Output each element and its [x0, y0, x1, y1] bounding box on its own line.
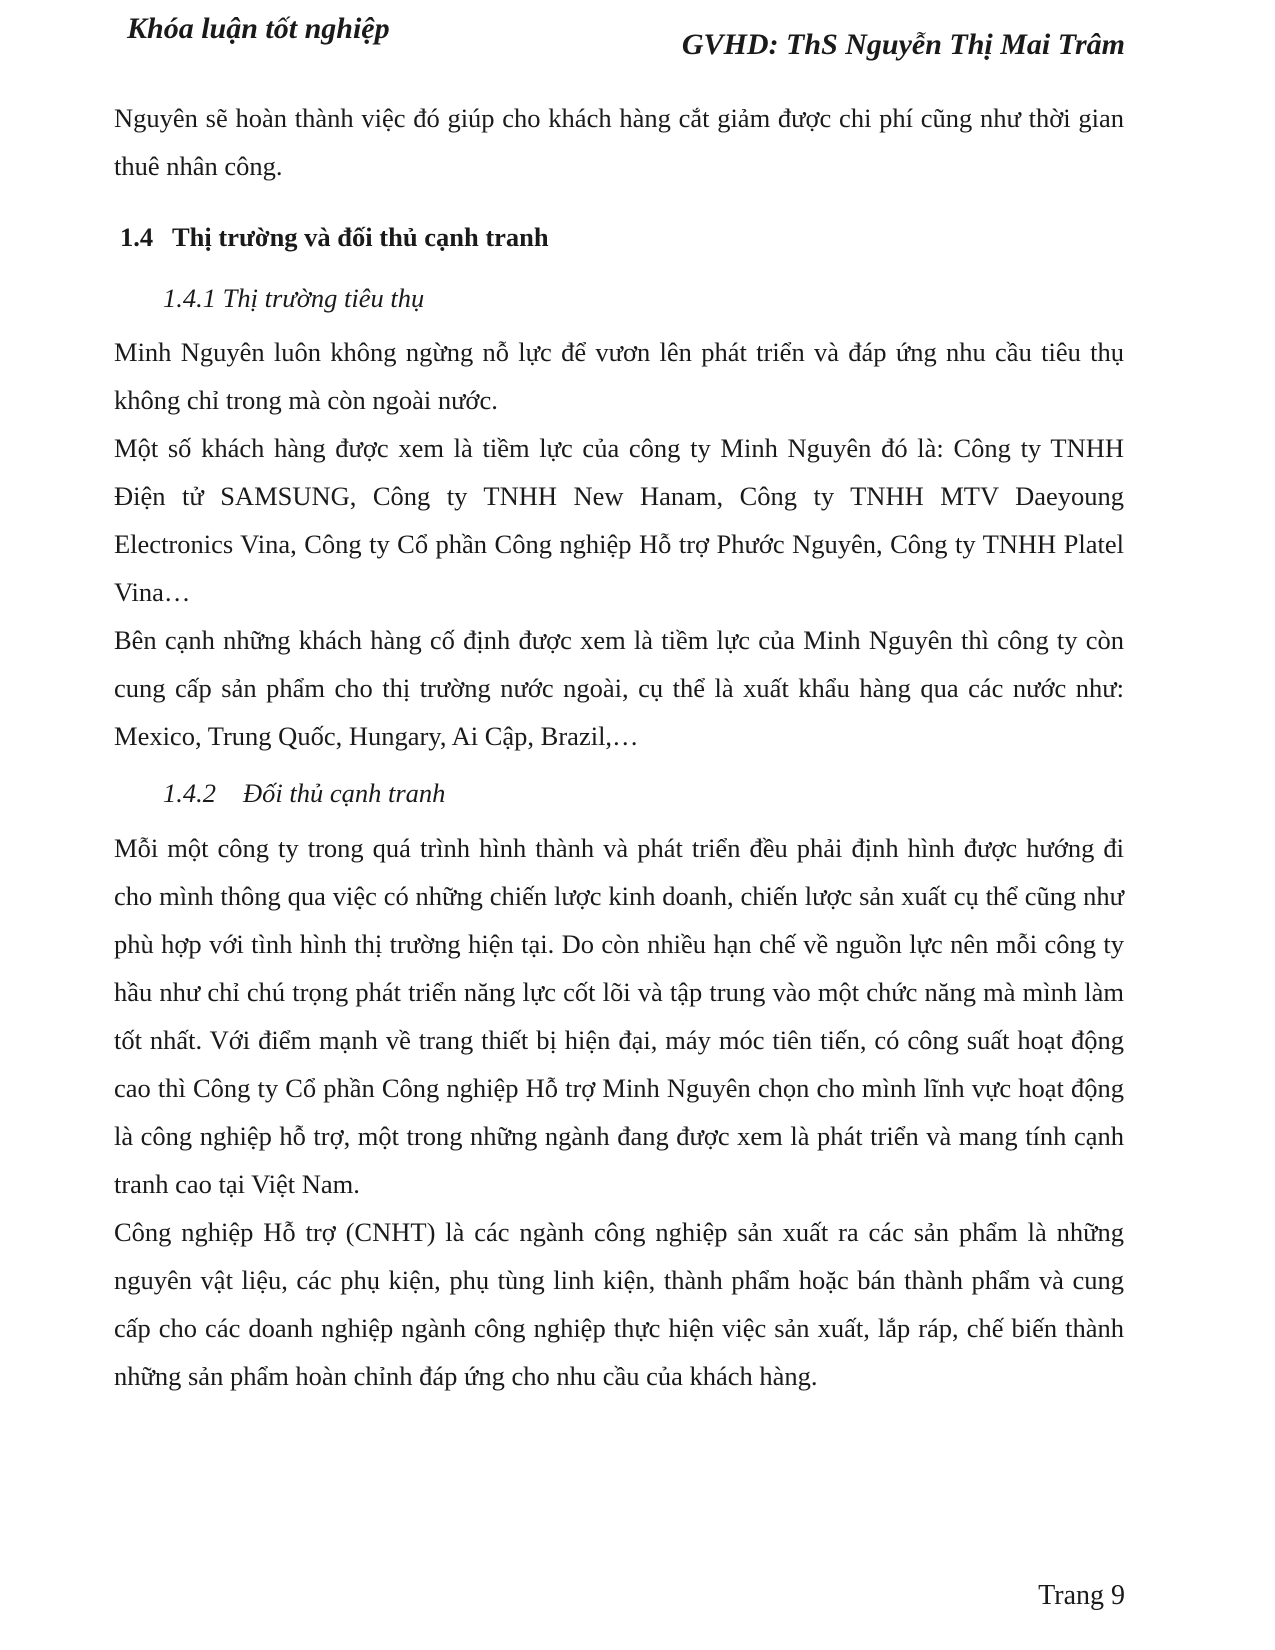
header-thesis-title: Khóa luận tốt nghiệp	[127, 12, 390, 45]
subsection-2-title: Đối thủ cạnh tranh	[243, 778, 446, 808]
subsection-1-title: Thị trường tiêu thụ	[222, 283, 425, 313]
subsection-1-paragraph-3: Bên cạnh những khách hàng cố định được xem là tiềm lực của Minh Nguyên thì công ty còn cung cấp sản phẩm cho thị trường nước ngoài, cụ thể là xuất khẩu hàng qua các nước như: Mexico, Trung Quốc, Hungary, Ai Cập, Brazil,…	[114, 625, 1124, 751]
section-heading	[120, 222, 549, 253]
subsection-2-heading	[163, 778, 445, 809]
section-title: Thị trường và đối thủ cạnh tranh	[172, 222, 549, 252]
subsection-1-paragraph-1: Minh Nguyên luôn không ngừng nỗ lực để vươn lên phát triển và đáp ứng nhu cầu tiêu thụ không chỉ trong mà còn ngoài nước.	[114, 337, 1124, 415]
intro-paragraph: Nguyên sẽ hoàn thành việc đó giúp cho khách hàng cắt giảm được chi phí cũng như thời gian thuê nhân công.	[114, 103, 1124, 181]
subsection-1-number: 1.4.1	[163, 283, 216, 313]
subsection-1-body	[114, 328, 1124, 760]
subsection-2-paragraph-2: Công nghiệp Hỗ trợ (CNHT) là các ngành công nghiệp sản xuất ra các sản phẩm là những nguyên vật liệu, các phụ kiện, phụ tùng linh kiện, thành phẩm hoặc bán thành phẩm và cung cấp cho các doanh nghiệp ngành công nghiệp thực hiện việc sản xuất, lắp ráp, chế biến thành những sản phẩm hoàn chỉnh đáp ứng cho nhu cầu của khách hàng.	[114, 1217, 1124, 1391]
page-number: Trang 9	[1038, 1580, 1125, 1611]
section-number: 1.4	[120, 222, 154, 252]
subsection-2-paragraph-1: Mỗi một công ty trong quá trình hình thành và phát triển đều phải định hình được hướng đi cho mình thông qua việc có những chiến lược kinh doanh, chiến lược sản xuất cụ thể cũng như phù hợp với tình hình thị trường hiện tại. Do còn nhiều hạn chế về nguồn lực nên mỗi công ty hầu như chỉ chú trọng phát triển năng lực cốt lõi và tập trung vào một chức năng mà mình làm tốt nhất. Với điểm mạnh về trang thiết bị hiện đại, máy móc tiên tiến, có công suất hoạt động cao thì Công ty Cổ phần Công nghiệp Hỗ trợ Minh Nguyên chọn cho mình lĩnh vực hoạt động là công nghiệp hỗ trợ, một trong những ngành đang được xem là phát triển và mang tính cạnh tranh cao tại Việt Nam.	[114, 833, 1124, 1199]
intro-paragraph-block	[114, 94, 1124, 190]
subsection-1-paragraph-2: Một số khách hàng được xem là tiềm lực của công ty Minh Nguyên đó là: Công ty TNHH Điện tử SAMSUNG, Công ty TNHH New Hanam, Công ty TNHH MTV Daeyoung Electronics Vina, Công ty Cổ phần Công nghiệp Hỗ trợ Phước Nguyên, Công ty TNHH Platel Vina…	[114, 433, 1124, 607]
subsection-2-body	[114, 824, 1124, 1400]
header-advisor: GVHD: ThS Nguyễn Thị Mai Trâm	[681, 28, 1125, 61]
subsection-1-heading	[163, 283, 424, 314]
subsection-2-number: 1.4.2	[163, 778, 216, 808]
